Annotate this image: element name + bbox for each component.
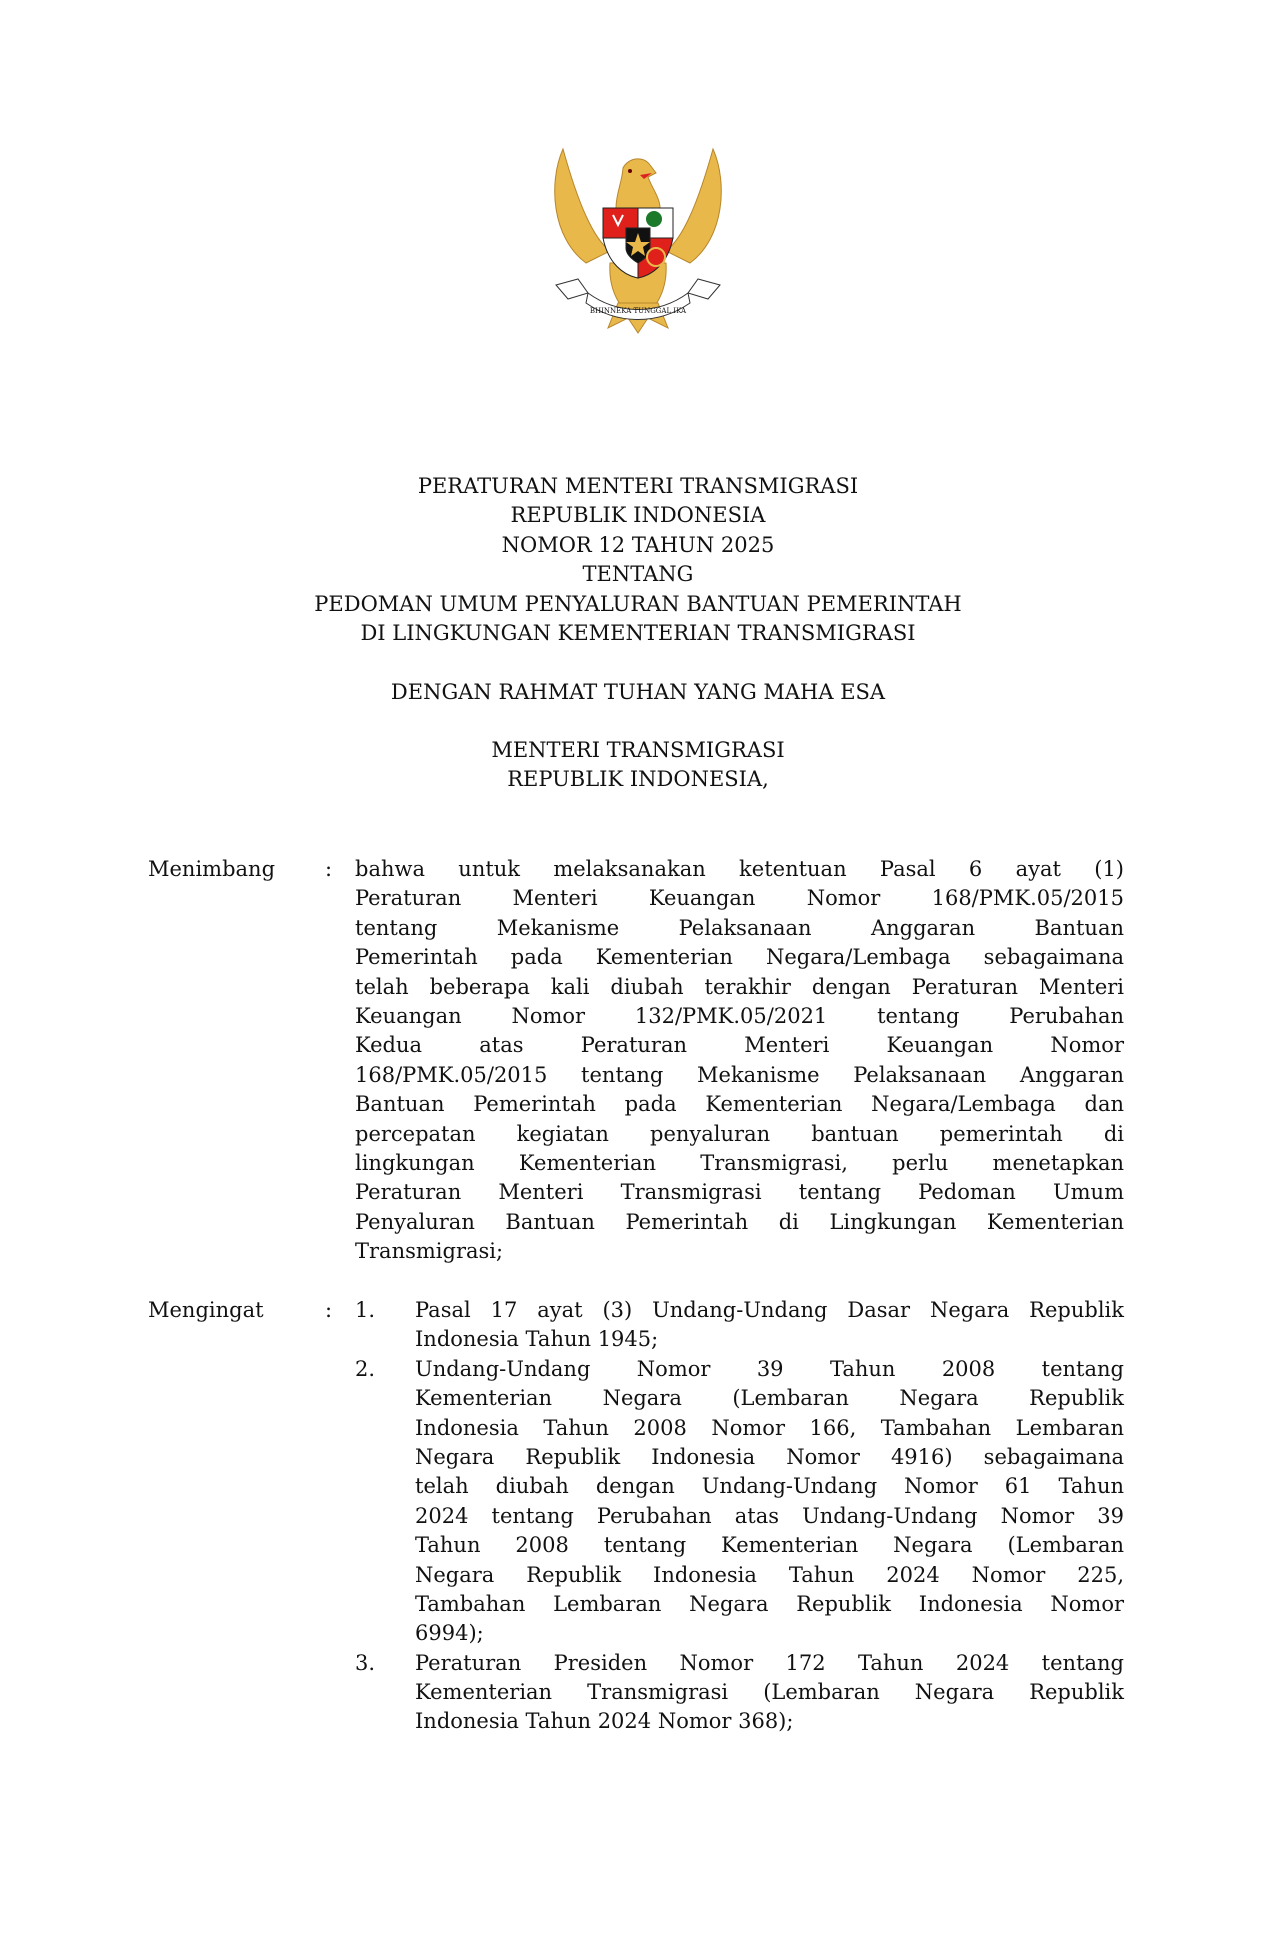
text-line: Undang-Undang Nomor 39 Tahun 2008 tentang [415,1356,1124,1381]
text-line: Indonesia Tahun 1945; [415,1327,659,1352]
text-line: telah beberapa kali diubah terakhir dengan Peraturan Menteri [355,974,1124,999]
menimbang-label: Menimbang [148,857,276,881]
text-line: Penyaluran Bantuan Pemerintah di Lingkungan Kementerian [355,1209,1124,1234]
list-item-number: 2. [355,1356,376,1381]
text-line: bahwa untuk melaksanakan ketentuan Pasal 6 ayat (1) [355,857,1124,881]
issuer-line: MENTERI TRANSMIGRASI [491,738,785,762]
issuer [0,736,1276,795]
title-line: PEDOMAN UMUM PENYALURAN BANTUAN PEMERINTAH [314,591,962,616]
list-item-number: 3. [355,1650,376,1675]
text-line: 6994); [415,1621,484,1646]
menimbang-colon: : [325,857,333,881]
title-line: NOMOR 12 TAHUN 2025 [501,532,775,557]
menimbang-text [355,855,1124,1266]
text-line: Transmigrasi; [355,1239,504,1264]
text-line: Negara Republik Indonesia Nomor 4916) sebagaimana [415,1444,1124,1469]
title-line: REPUBLIK INDONESIA [510,503,766,528]
issuer-line: REPUBLIK INDONESIA, [507,767,769,792]
invocation [0,678,1276,707]
list-item-number: 1. [355,1298,376,1322]
title-line: PERATURAN MENTERI TRANSMIGRASI [417,474,859,498]
text-line: Kementerian Transmigrasi (Lembaran Negara Republik [415,1680,1124,1705]
text-line: 168/PMK.05/2015 tentang Mekanisme Pelaksanaan Anggaran [355,1062,1124,1087]
list-item [355,1296,1124,1355]
invocation-text: DENGAN RAHMAT TUHAN YANG MAHA ESA [390,680,886,704]
list-item-text [415,1355,1124,1649]
text-line: Pemerintah pada Kementerian Negara/Lembaga sebagaimana [355,945,1124,970]
text-line: Kementerian Negara (Lembaran Negara Republik [415,1386,1124,1411]
text-line: percepatan kegiatan penyaluran bantuan pemerintah di [355,1121,1124,1146]
title-line: DI LINGKUNGAN KEMENTERIAN TRANSMIGRASI [360,621,916,646]
text-line: 2024 tentang Perubahan atas Undang-Undang Nomor 39 [415,1503,1124,1528]
title-line: TENTANG [582,562,694,587]
garuda-pancasila-emblem [548,143,728,338]
text-line: Kedua atas Peraturan Menteri Keuangan Nomor [355,1033,1124,1058]
text-line: Keuangan Nomor 132/PMK.05/2021 tentang Perubahan [355,1003,1124,1028]
list-item-text [415,1649,1124,1737]
text-line: Peraturan Presiden Nomor 172 Tahun 2024 tentang [415,1650,1124,1675]
text-line: Peraturan Menteri Keuangan Nomor 168/PMK.05/2015 [355,886,1124,911]
text-line: Indonesia Tahun 2008 Nomor 166, Tambahan Lembaran [415,1415,1124,1440]
text-line: Bantuan Pemerintah pada Kementerian Negara/Lembaga dan [355,1092,1124,1117]
list-item-text [415,1296,1124,1355]
text-line: lingkungan Kementerian Transmigrasi, perlu menetapkan [355,1150,1124,1175]
text-line: Negara Republik Indonesia Tahun 2024 Nomor 225, [415,1562,1124,1587]
mengingat-list [355,1296,1124,1737]
emblem-motto: BHINNEKA TUNGGAL IKA [589,307,687,315]
mengingat-label: Mengingat [148,1298,264,1322]
mengingat-colon: : [325,1298,333,1322]
text-line: Indonesia Tahun 2024 Nomor 368); [415,1709,794,1734]
regulation-title [0,472,1276,648]
text-line: Tahun 2008 tentang Kementerian Negara (Lembaran [415,1533,1124,1558]
text-line: telah diubah dengan Undang-Undang Nomor 61 Tahun [415,1474,1124,1499]
text-line: Tambahan Lembaran Negara Republik Indonesia Nomor [415,1591,1124,1616]
list-item [355,1649,1124,1737]
text-line: tentang Mekanisme Pelaksanaan Anggaran Bantuan [355,915,1124,940]
list-item [355,1355,1124,1649]
text-line: Pasal 17 ayat (3) Undang-Undang Dasar Negara Republik [415,1298,1124,1322]
text-line: Peraturan Menteri Transmigrasi tentang Pedoman Umum [355,1180,1124,1205]
